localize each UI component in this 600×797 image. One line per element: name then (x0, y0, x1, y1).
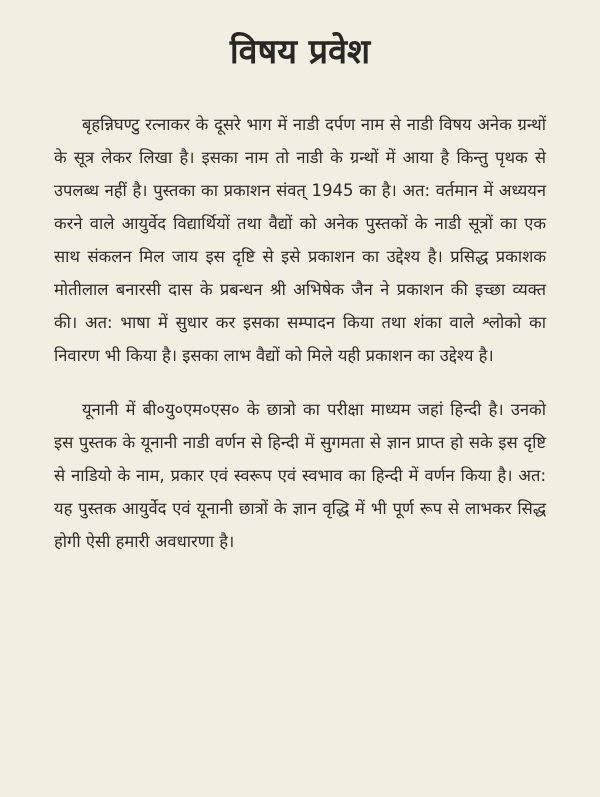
body-text (54, 108, 546, 558)
paragraph-2: यूनानी में बी०यु०एम०एस० के छात्रो का परीक्षा माध्यम जहां हिन्दी है। उनको इस पुस्तक के यूनानी नाडी वर्णन से हिन्दी में सुगमता से ज्ञान प्राप्त हो सके इस दृष्टि से नाडियो के नाम, प्रकार एवं स्वरूप एवं स्वभाव का हिन्दी में वर्णन किया है। अत: यह पुस्तक आयुर्वेद एवं यूनानी छात्रों के ज्ञान वृद्धि में भी पूर्ण रूप से लाभकर सिद्ध होगी ऐसी हमारी अवधारणा है। (54, 400, 546, 551)
paragraph-1: बृहन्निघण्टु रत्नाकर के दूसरे भाग में नाडी दर्पण नाम से नाडी विषय अनेक ग्रन्थों के सूत्र लेकर लिखा है। इसका नाम तो नाडी के ग्रन्थों में आया है किन्तु पृथक से उपलब्ध नहीं है। पुस्तका का प्रकाशन संवत् 1945 का है। अत: वर्तमान में अध्ययन करने वाले आयुर्वेद विद्यार्थियों तथा वैद्यों को अनेक पुस्तकों के नाडी सूत्रों का एक साथ संकलन मिल जाय इस दृष्टि से इसे प्रकाशन का उद्देश्य है। प्रसिद्ध प्रकाशक मोतीलाल बनारसी दास के प्रबन्धन श्री अभिषेक जैन ने प्रकाशन की इच्छा व्यक्त की। अत: भाषा में सुधार कर इसका सम्पादन किया तथा शंका वाले श्लोको का निवारण भी किया है। इसका लाभ वैद्यों को मिले यही प्रकाशन का उद्देश्य है। (54, 115, 546, 365)
page-title: विषय प्रवेश (229, 32, 371, 72)
